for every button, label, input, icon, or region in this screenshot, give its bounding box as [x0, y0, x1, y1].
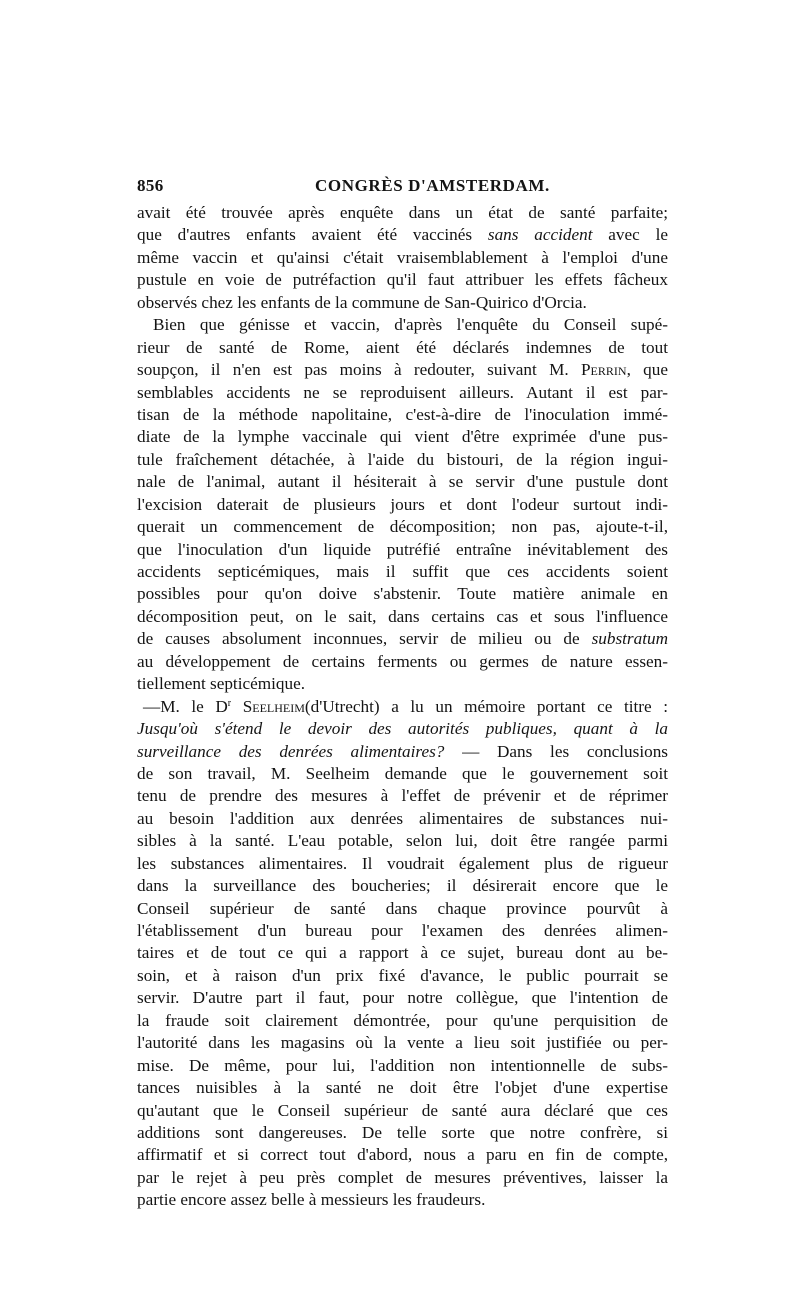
line-text-after: avec le	[592, 225, 668, 245]
line-text: tenu de prendre des mesures à l'effet de prévenir et de réprimer	[137, 786, 668, 806]
text-line	[137, 202, 668, 224]
text-line	[137, 426, 668, 448]
text-line	[137, 583, 668, 605]
text-line	[137, 898, 668, 920]
text-line	[137, 247, 668, 269]
line-text: dans la surveillance des boucheries; il désirerait encore que le	[137, 876, 668, 896]
line-text: tule fraîchement détachée, à l'aide du bistouri, de la région ingui-	[137, 449, 668, 469]
body-text	[137, 202, 668, 1212]
text-line	[137, 1144, 668, 1166]
text-line	[137, 516, 668, 538]
line-text: l'excision daterait de plusieurs jours et dont l'odeur surtout indi-	[137, 494, 668, 514]
line-text: diate de la lymphe vaccinale qui vient d'être exprimée d'une pus-	[137, 427, 668, 447]
line-text: affirmatif et si correct tout d'abord, nous a paru en fin de compte,	[137, 1145, 668, 1165]
line-text: Conseil supérieur de santé dans chaque province pourvût à	[137, 898, 668, 918]
text-line	[137, 785, 668, 807]
text-line	[137, 224, 668, 246]
italic-text: Jusqu'où s'étend le devoir des autorités publiques, quant à la	[137, 719, 668, 739]
line-text: —M. le D	[143, 696, 228, 716]
line-text: que d'autres enfants avaient été vaccinés	[137, 225, 488, 245]
text-line	[137, 875, 668, 897]
running-head	[137, 176, 668, 202]
small-caps-name: Perrin	[581, 360, 627, 380]
text-line	[137, 718, 668, 740]
line-text-after: , que	[626, 360, 668, 380]
line-text: additions sont dangereuses. De telle sorte que notre confrère, si	[137, 1122, 668, 1142]
text-line	[137, 920, 668, 942]
line-text: mise. De même, pour lui, l'addition non intentionnelle de subs-	[137, 1055, 668, 1075]
line-text-after: — Dans les conclusions	[444, 741, 668, 761]
line-text: de son travail, M. Seelheim demande que le gouvernement soit	[137, 763, 668, 783]
line-text: partie encore assez belle à messieurs les fraudeurs.	[137, 1190, 486, 1210]
line-text: semblables accidents ne se reproduisent ailleurs. Autant il est par-	[137, 382, 668, 402]
text-line	[137, 1122, 668, 1144]
line-text: par le rejet à peu près complet de mesures préventives, laisser la	[137, 1167, 668, 1187]
line-text: Bien que génisse et vaccin, d'après l'enquête du Conseil supé-	[153, 315, 668, 335]
text-line	[137, 1167, 668, 1189]
text-line	[137, 696, 668, 718]
text-line	[137, 539, 668, 561]
superscript: r	[227, 697, 232, 709]
text-line	[137, 763, 668, 785]
text-line	[137, 965, 668, 987]
page-number: 856	[137, 176, 164, 195]
line-text: qu'autant que le Conseil supérieur de santé aura déclaré que ces	[137, 1100, 668, 1120]
line-text: taires et de tout ce qui a rapport à ce sujet, bureau dont au be-	[137, 943, 668, 963]
text-line	[137, 1032, 668, 1054]
line-text-after: (d'Utrecht) a lu un mémoire portant ce titre :	[304, 696, 668, 716]
text-line	[137, 449, 668, 471]
line-text: observés chez les enfants de la commune de San-Quirico d'Orcia.	[137, 292, 587, 312]
text-line	[137, 1100, 668, 1122]
line-text: querait un commencement de décomposition; non pas, ajoute-t-il,	[137, 517, 668, 537]
line-text: soupçon, il n'en est pas moins à redouter, suivant M.	[137, 360, 581, 380]
text-line	[137, 471, 668, 493]
line-text: tiellement septicémique.	[137, 674, 305, 694]
line-text: tisan de la méthode napolitaine, c'est-à-dire de l'inoculation immé-	[137, 404, 668, 424]
text-line	[137, 830, 668, 852]
line-text: l'établissement d'un bureau pour l'examen des denrées alimen-	[137, 921, 668, 940]
line-text: que l'inoculation d'un liquide putréfié entraîne inévitablement des	[137, 539, 668, 559]
line-text: de causes absolument inconnues, servir de milieu ou de	[137, 629, 592, 649]
line-text: possibles pour qu'on doive s'abstenir. Toute matière animale en	[137, 584, 668, 604]
italic-text: sans accident	[487, 225, 593, 245]
line-text: servir. D'autre part il faut, pour notre collègue, que l'intention de	[137, 988, 668, 1008]
text-line	[137, 987, 668, 1009]
text-line	[137, 292, 668, 314]
text-line	[137, 853, 668, 875]
text-line	[137, 1077, 668, 1099]
line-text: soin, et à raison d'un prix fixé d'avance, le public pourrait se	[137, 965, 668, 985]
running-title: CONGRÈS D'AMSTERDAM.	[315, 176, 550, 195]
text-line	[137, 269, 668, 291]
text-line	[137, 561, 668, 583]
text-line	[137, 1189, 668, 1211]
text-line	[137, 808, 668, 830]
text-line	[137, 942, 668, 964]
text-line	[137, 494, 668, 516]
line-text: sibles à la santé. L'eau potable, selon lui, doit être rangée parmi	[137, 831, 668, 851]
line-text: l'autorité dans les magasins où la vente a lieu soit justifiée ou per-	[137, 1033, 668, 1053]
line-text: avait été trouvée après enquête dans un état de santé parfaite;	[137, 203, 668, 222]
line-text: accidents septicémiques, mais il suffit que ces accidents soient	[137, 562, 668, 581]
line-text: décomposition peut, on le sait, dans certains cas et sous l'influence	[137, 606, 668, 626]
line-text: rieur de santé de Rome, aient été déclarés indemnes de tout	[137, 337, 668, 357]
text-line	[137, 1010, 668, 1032]
line-text: au développement de certains ferments ou germes de nature essen-	[137, 651, 668, 671]
line-text: au besoin l'addition aux denrées alimentaires de substances nui-	[137, 808, 668, 828]
line-text: même vaccin et qu'ainsi c'était vraisemblablement à l'emploi d'une	[137, 247, 668, 267]
line-text: la fraude soit clairement démontrée, pour qu'une perquisition de	[137, 1010, 668, 1030]
text-line	[137, 651, 668, 673]
italic-text: surveillance des denrées alimentaires?	[137, 741, 445, 761]
text-line	[137, 628, 668, 650]
small-caps-name: Seelheim	[231, 696, 305, 716]
text-line	[137, 673, 668, 695]
text-line	[137, 337, 668, 359]
book-page	[137, 176, 668, 1212]
italic-text: substratum	[591, 629, 668, 649]
line-text: les substances alimentaires. Il voudrait également plus de rigueur	[137, 853, 668, 873]
text-line	[137, 606, 668, 628]
text-line	[137, 382, 668, 404]
text-line	[137, 741, 668, 763]
text-line	[137, 404, 668, 426]
line-text: nale de l'animal, autant il hésiterait à se servir d'une pustule dont	[137, 472, 668, 492]
text-line	[137, 1055, 668, 1077]
text-line	[137, 359, 668, 381]
line-text: tances nuisibles à la santé ne doit être l'objet d'une expertise	[137, 1078, 668, 1098]
text-line	[137, 314, 668, 336]
line-text: pustule en voie de putréfaction qu'il faut attribuer les effets fâcheux	[137, 270, 668, 290]
